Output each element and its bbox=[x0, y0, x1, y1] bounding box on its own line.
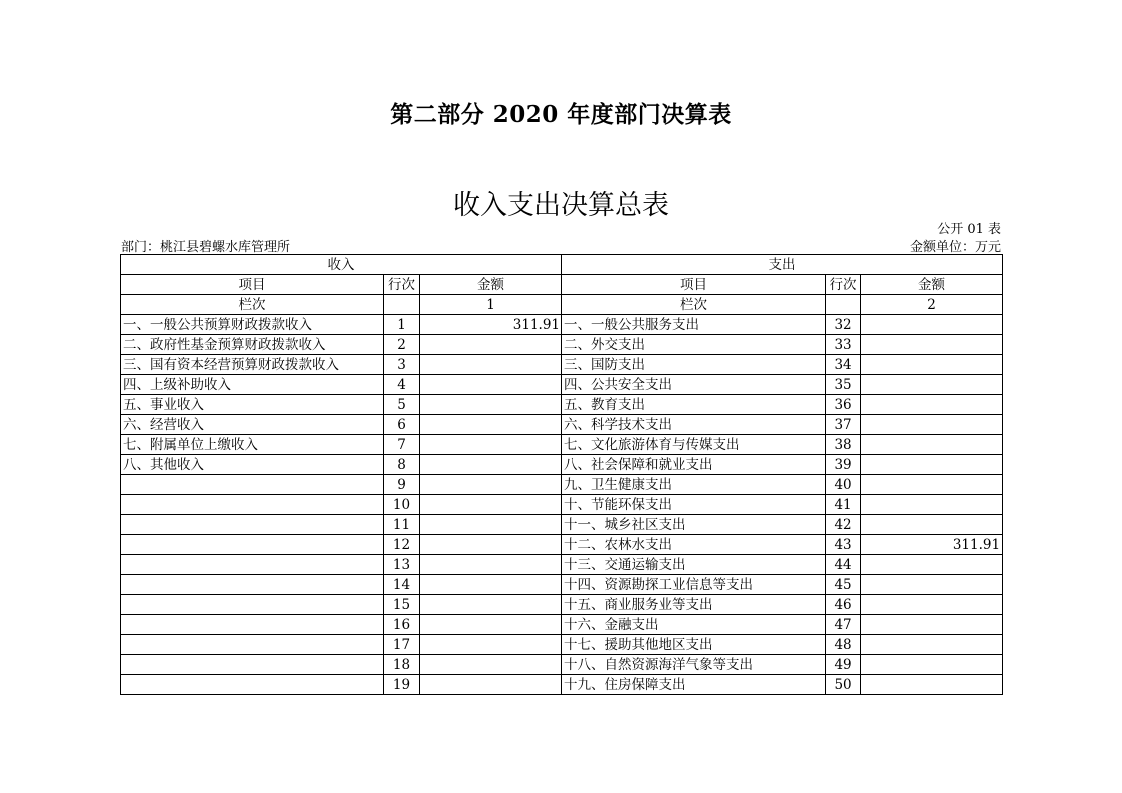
income-line-cell: 19 bbox=[384, 675, 420, 695]
expense-line-cell: 35 bbox=[826, 375, 861, 395]
expense-line-header: 行次 bbox=[826, 275, 861, 295]
expense-item-cell: 二、外交支出 bbox=[562, 335, 826, 355]
expense-line-cell: 39 bbox=[826, 455, 861, 475]
page-title: 收入支出决算总表 bbox=[453, 190, 669, 221]
income-line-blank bbox=[384, 295, 420, 315]
income-item-cell: 一、一般公共预算财政拨款收入 bbox=[121, 315, 384, 335]
expense-item-cell: 十九、住房保障支出 bbox=[562, 675, 826, 695]
expense-amount-cell bbox=[861, 575, 1003, 595]
income-item-cell bbox=[121, 495, 384, 515]
income-item-cell: 二、政府性基金预算财政拨款收入 bbox=[121, 335, 384, 355]
income-line-cell: 5 bbox=[384, 395, 420, 415]
income-line-header: 行次 bbox=[384, 275, 420, 295]
expense-line-cell: 40 bbox=[826, 475, 861, 495]
income-item-cell bbox=[121, 535, 384, 555]
income-amount-cell bbox=[420, 655, 562, 675]
table-row bbox=[121, 415, 1003, 435]
income-amount-header: 金额 bbox=[420, 275, 562, 295]
expense-item-cell: 十五、商业服务业等支出 bbox=[562, 595, 826, 615]
expense-line-cell: 34 bbox=[826, 355, 861, 375]
expense-amount-header: 金额 bbox=[861, 275, 1003, 295]
income-amount-cell bbox=[420, 475, 562, 495]
income-line-cell: 17 bbox=[384, 635, 420, 655]
table-row bbox=[121, 675, 1003, 695]
expense-item-cell: 八、社会保障和就业支出 bbox=[562, 455, 826, 475]
income-line-cell: 8 bbox=[384, 455, 420, 475]
income-item-cell bbox=[121, 635, 384, 655]
income-item-cell bbox=[121, 575, 384, 595]
expense-item-cell: 六、科学技术支出 bbox=[562, 415, 826, 435]
expense-line-cell: 50 bbox=[826, 675, 861, 695]
table-row bbox=[121, 335, 1003, 355]
income-amount-cell bbox=[420, 415, 562, 435]
expense-line-cell: 49 bbox=[826, 655, 861, 675]
expense-item-cell: 四、公共安全支出 bbox=[562, 375, 826, 395]
expense-amount-cell bbox=[861, 595, 1003, 615]
expense-line-cell: 42 bbox=[826, 515, 861, 535]
expense-item-cell: 三、国防支出 bbox=[562, 355, 826, 375]
table-row bbox=[121, 435, 1003, 455]
income-amount-cell bbox=[420, 675, 562, 695]
expense-item-cell: 十七、援助其他地区支出 bbox=[562, 635, 826, 655]
expense-line-cell: 46 bbox=[826, 595, 861, 615]
income-item-cell bbox=[121, 595, 384, 615]
income-line-cell: 3 bbox=[384, 355, 420, 375]
expense-amount-cell bbox=[861, 355, 1003, 375]
income-amount-cell bbox=[420, 355, 562, 375]
expense-amount-cell bbox=[861, 375, 1003, 395]
income-section-header: 收入 bbox=[121, 255, 562, 275]
table-row bbox=[121, 475, 1003, 495]
expense-amount-cell bbox=[861, 555, 1003, 575]
expense-column-number: 2 bbox=[861, 295, 1003, 315]
expense-item-cell: 十一、城乡社区支出 bbox=[562, 515, 826, 535]
table-row bbox=[121, 555, 1003, 575]
table-row bbox=[121, 375, 1003, 395]
expense-amount-cell bbox=[861, 395, 1003, 415]
table-row bbox=[121, 395, 1003, 415]
table-row bbox=[121, 615, 1003, 635]
expense-amount-cell bbox=[861, 435, 1003, 455]
expense-item-cell: 九、卫生健康支出 bbox=[562, 475, 826, 495]
income-item-cell: 四、上级补助收入 bbox=[121, 375, 384, 395]
income-line-cell: 15 bbox=[384, 595, 420, 615]
income-item-cell bbox=[121, 555, 384, 575]
expense-amount-cell bbox=[861, 475, 1003, 495]
income-amount-cell bbox=[420, 455, 562, 475]
expense-item-cell: 十六、金融支出 bbox=[562, 615, 826, 635]
income-item-cell bbox=[121, 675, 384, 695]
table-row bbox=[121, 515, 1003, 535]
income-amount-cell bbox=[420, 375, 562, 395]
income-amount-cell bbox=[420, 515, 562, 535]
expense-amount-cell bbox=[861, 415, 1003, 435]
income-line-cell: 9 bbox=[384, 475, 420, 495]
expense-amount-cell bbox=[861, 515, 1003, 535]
income-line-cell: 2 bbox=[384, 335, 420, 355]
income-amount-cell bbox=[420, 595, 562, 615]
income-line-cell: 12 bbox=[384, 535, 420, 555]
income-line-cell: 14 bbox=[384, 575, 420, 595]
expense-item-cell: 五、教育支出 bbox=[562, 395, 826, 415]
expense-line-cell: 43 bbox=[826, 535, 861, 555]
expense-item-cell: 七、文化旅游体育与传媒支出 bbox=[562, 435, 826, 455]
table-row bbox=[121, 355, 1003, 375]
table-row bbox=[121, 315, 1003, 335]
income-line-cell: 10 bbox=[384, 495, 420, 515]
expense-line-cell: 47 bbox=[826, 615, 861, 635]
expense-amount-cell bbox=[861, 675, 1003, 695]
expense-item-cell: 十二、农林水支出 bbox=[562, 535, 826, 555]
expense-item-cell: 十、节能环保支出 bbox=[562, 495, 826, 515]
expense-line-cell: 41 bbox=[826, 495, 861, 515]
income-line-cell: 1 bbox=[384, 315, 420, 335]
expense-amount-cell bbox=[861, 335, 1003, 355]
table-row bbox=[121, 595, 1003, 615]
income-column-number: 1 bbox=[420, 295, 562, 315]
expense-line-cell: 32 bbox=[826, 315, 861, 335]
income-line-cell: 6 bbox=[384, 415, 420, 435]
income-line-cell: 13 bbox=[384, 555, 420, 575]
expense-amount-cell bbox=[861, 495, 1003, 515]
income-line-cell: 7 bbox=[384, 435, 420, 455]
table-row bbox=[121, 655, 1003, 675]
expense-column-label: 栏次 bbox=[562, 295, 826, 315]
expense-line-blank bbox=[826, 295, 861, 315]
income-item-cell: 七、附属单位上缴收入 bbox=[121, 435, 384, 455]
income-amount-cell: 311.91 bbox=[420, 315, 562, 335]
income-item-cell bbox=[121, 615, 384, 635]
expense-line-cell: 33 bbox=[826, 335, 861, 355]
income-item-header: 项目 bbox=[121, 275, 384, 295]
table-row bbox=[121, 575, 1003, 595]
expense-item-cell: 一、一般公共服务支出 bbox=[562, 315, 826, 335]
expense-line-cell: 38 bbox=[826, 435, 861, 455]
table-row bbox=[121, 635, 1003, 655]
expense-line-cell: 45 bbox=[826, 575, 861, 595]
income-amount-cell bbox=[420, 535, 562, 555]
income-column-label: 栏次 bbox=[121, 295, 384, 315]
expense-amount-cell bbox=[861, 615, 1003, 635]
expense-amount-cell bbox=[861, 655, 1003, 675]
column-header-row bbox=[121, 275, 1003, 295]
table-row bbox=[121, 455, 1003, 475]
income-amount-cell bbox=[420, 495, 562, 515]
department-label: 部门：桃江县碧螺水库管理所 bbox=[121, 240, 291, 255]
income-amount-cell bbox=[420, 555, 562, 575]
income-item-cell: 三、国有资本经营预算财政拨款收入 bbox=[121, 355, 384, 375]
income-amount-cell bbox=[420, 575, 562, 595]
expense-item-cell: 十八、自然资源海洋气象等支出 bbox=[562, 655, 826, 675]
expense-line-cell: 48 bbox=[826, 635, 861, 655]
expense-amount-cell bbox=[861, 315, 1003, 335]
column-number-row bbox=[121, 295, 1003, 315]
expense-line-cell: 44 bbox=[826, 555, 861, 575]
income-line-cell: 11 bbox=[384, 515, 420, 535]
expense-amount-cell bbox=[861, 635, 1003, 655]
expense-item-cell: 十三、交通运输支出 bbox=[562, 555, 826, 575]
income-line-cell: 18 bbox=[384, 655, 420, 675]
income-item-cell: 六、经营收入 bbox=[121, 415, 384, 435]
income-item-cell bbox=[121, 475, 384, 495]
income-amount-cell bbox=[420, 635, 562, 655]
table-row bbox=[121, 535, 1003, 555]
expense-item-cell: 十四、资源勘探工业信息等支出 bbox=[562, 575, 826, 595]
expense-section-header: 支出 bbox=[562, 255, 1003, 275]
expense-item-header: 项目 bbox=[562, 275, 826, 295]
income-amount-cell bbox=[420, 615, 562, 635]
income-item-cell bbox=[121, 515, 384, 535]
income-item-cell bbox=[121, 655, 384, 675]
amount-unit-label: 金额单位：万元 bbox=[909, 240, 1001, 255]
income-item-cell: 八、其他收入 bbox=[121, 455, 384, 475]
income-item-cell: 五、事业收入 bbox=[121, 395, 384, 415]
form-number: 公开 01 表 bbox=[937, 222, 1001, 237]
expense-line-cell: 36 bbox=[826, 395, 861, 415]
income-expense-table bbox=[120, 254, 1003, 695]
income-amount-cell bbox=[420, 435, 562, 455]
part-title: 第二部分 2020 年度部门决算表 bbox=[390, 101, 732, 128]
section-header-row bbox=[121, 255, 1003, 275]
expense-amount-cell bbox=[861, 455, 1003, 475]
income-line-cell: 16 bbox=[384, 615, 420, 635]
income-amount-cell bbox=[420, 335, 562, 355]
table-row bbox=[121, 495, 1003, 515]
income-line-cell: 4 bbox=[384, 375, 420, 395]
income-amount-cell bbox=[420, 395, 562, 415]
expense-line-cell: 37 bbox=[826, 415, 861, 435]
expense-amount-cell: 311.91 bbox=[861, 535, 1003, 555]
